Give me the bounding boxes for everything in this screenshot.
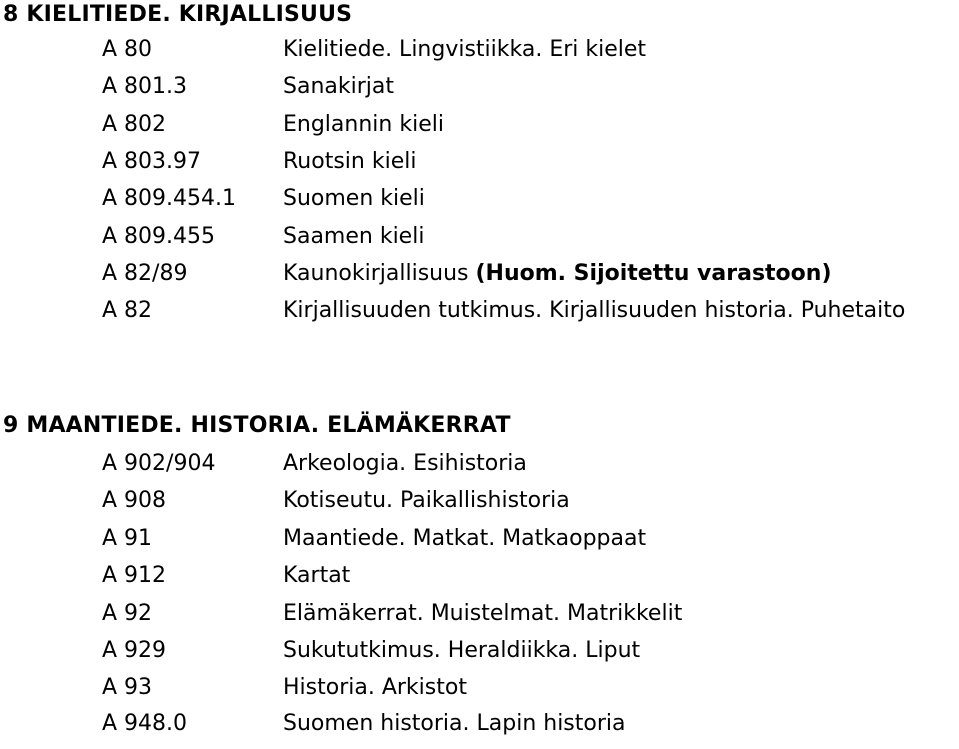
class-code: A 908 (102, 488, 167, 513)
class-title-text: Kaunokirjallisuus (283, 261, 476, 286)
class-title: Kartat (283, 563, 351, 588)
list-item (0, 300, 959, 336)
class-code: A 80 (102, 37, 153, 62)
list-item (0, 528, 959, 564)
list-item (0, 226, 959, 262)
list-item (0, 490, 959, 526)
class-code: A 809.455 (102, 224, 216, 249)
list-item (0, 565, 959, 601)
class-code: A 82 (102, 298, 153, 323)
section-heading-8: 8 KIELITIEDE. KIRJALLISUUS (3, 2, 353, 27)
list-item (0, 263, 959, 299)
class-code: A 803.97 (102, 149, 202, 174)
class-code: A 92 (102, 601, 153, 626)
list-item (0, 151, 959, 187)
class-code: A 93 (102, 675, 153, 700)
storage-note: (Huom. Sijoitettu varastoon) (475, 261, 832, 286)
section-heading-9: 9 MAANTIEDE. HISTORIA. ELÄMÄKERRAT (3, 413, 511, 438)
class-code: A 801.3 (102, 74, 188, 99)
class-title-with-note (283, 263, 832, 285)
class-code: A 91 (102, 526, 153, 551)
class-title: Kielitiede. Lingvistiikka. Eri kielet (283, 37, 647, 62)
class-title: Historia. Arkistot (283, 675, 467, 700)
list-item (0, 76, 959, 112)
class-title: Ruotsin kieli (283, 149, 417, 174)
list-item (0, 713, 959, 749)
list-item (0, 677, 959, 713)
class-code: A 929 (102, 638, 167, 663)
list-item (0, 603, 959, 639)
class-title: Kirjallisuuden tutkimus. Kirjallisuuden historia. Puhetaito (283, 298, 906, 323)
list-item (0, 640, 959, 676)
class-title: Englannin kieli (283, 112, 444, 137)
class-code: A 82/89 (102, 261, 188, 286)
class-code: A 948.0 (102, 711, 188, 736)
class-title: Sanakirjat (283, 74, 394, 99)
class-title: Suomen kieli (283, 186, 425, 211)
list-item (0, 39, 959, 75)
class-code: A 802 (102, 112, 167, 137)
class-title: Elämäkerrat. Muistelmat. Matrikkelit (283, 601, 683, 626)
list-item (0, 114, 959, 150)
class-title: Suomen historia. Lapin historia (283, 711, 626, 736)
class-title: Sukututkimus. Heraldiikka. Liput (283, 638, 641, 663)
class-code: A 902/904 (102, 451, 216, 476)
class-title: Arkeologia. Esihistoria (283, 451, 527, 476)
class-title: Saamen kieli (283, 224, 425, 249)
class-code: A 912 (102, 563, 167, 588)
class-title: Kotiseutu. Paikallishistoria (283, 488, 570, 513)
list-item (0, 453, 959, 489)
class-code: A 809.454.1 (102, 186, 237, 211)
class-title: Maantiede. Matkat. Matkaoppaat (283, 526, 647, 551)
list-item (0, 188, 959, 224)
